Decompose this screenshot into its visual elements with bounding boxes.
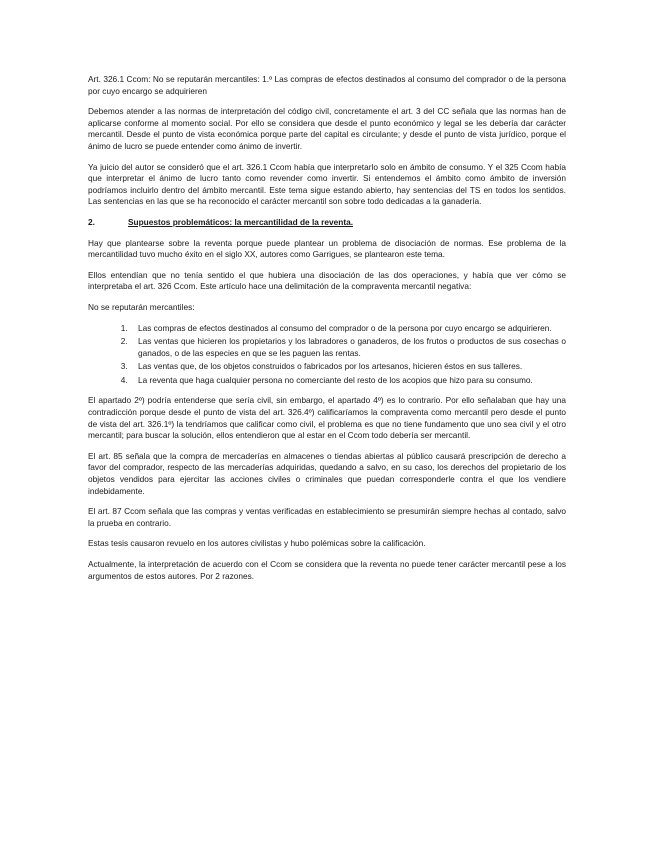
section-number: 2. [88,216,95,227]
paragraph-apartado: El apartado 2º) podría entenderse que sería civil, sin embargo, el apartado 4º) es lo contrario. Por ello señalaban que hay una contradicción porque desde el punto de vista del art. 326.4º) calificaríamos la compraventa como mercantil pero desde el punto de vista del art. 326.1º) la tendríamos que calificar como civil, el problema es que no tiene fundamento que uno sea civil y el otro mercantil; para buscar la solución, ellos entendieron que al estar en el Ccom todo debería ser mercantil. [88,395,566,441]
paragraph-art-85: El art. 85 señala que la compra de mercaderías en almacenes o tiendas abiertas al público causará prescripción de derecho a favor del comprador, respecto de las mercaderías adquiridas, quedando a salvo, en su caso, los derechos del propietario de los objetos vendidos para ejercitar las acciones civiles o criminales que puedan corresponderle contra el que los vendiere indebidamente. [88,450,566,496]
paragraph-tesis: Estas tesis causaron revuelo en los autores civilistas y hubo polémicas sobre la calificación. [88,538,426,549]
list-item: 4. La reventa que haga cualquier persona no comerciante del resto de los acopios que hizo para su consumo. [130,375,566,387]
paragraph-author-opinion: Ya juicio del autor se consideró que el art. 326.1 Ccom había que interpretarlo solo en ámbito de consumo. Y el 325 Ccom había que interpretar el ánimo de lucro tanto como revender como invertir. Si entendemos el ámbito como ámbito de inversión podríamos incluirlo dentro del ámbito mercantil. Este tema sigue estando abierto, hay sentencias del TS en todos los sentidos. Las sentencias en las que se ha reconocido el carácter mercantil son sobre todo dedicadas a la ganadería. [88,161,566,207]
list-item: 1. Las compras de efectos destinados al consumo del comprador o de la persona por cuyo encargo se adquirieren. [130,323,566,335]
paragraph-interpretation: Debemos atender a las normas de interpretación del código civil, concretamente el art. 3 del CC señala que las normas han de aplicarse conforme al momento social. Por ello se considera que desde el punto económico y legal se les debería dar carácter mercantil. Desde el punto de vista económica porque parte del capital es circulante; y desde el punto de vista jurídico, porque el ánimo de lucro se puede entender como ánimo de invertir. [88,106,566,151]
section-heading [88,217,566,229]
paragraph-art-326: Art. 326.1 Ccom: No se reputarán mercantiles: 1.º Las compras de efectos destinados al consumo del comprador o de la persona por cuyo encargo se adquirieren [88,74,566,96]
paragraph-no-mercantiles: No se reputarán mercantiles: [88,301,195,312]
document-page [88,74,566,591]
paragraph-actualmente: Actualmente, la interpretación de acuerdo con el Ccom se considera que la reventa no puede tener carácter mercantil pese a los argumentos de estos autores. Por 2 razones. [88,559,566,581]
paragraph-art-87: El art. 87 Ccom señala que las compras y ventas verificadas en establecimiento se presumirán siempre hechas al contado, salvo la prueba en contrario. [88,506,566,528]
paragraph-reventa: Hay que plantearse sobre la reventa porque puede plantear un problema de disociación de normas. Ese problema de la mercantilidad tuvo mucho éxito en el siglo XX, autores como Garrigues, se plantearon este tema. [88,237,566,260]
section-title: Supuestos problemáticos: la mercantilidad de la reventa. [128,216,354,227]
numbered-list [88,323,566,387]
list-item: 3. Las ventas que, de los objetos construidos o fabricados por los artesanos, hicieren éstos en sus talleres. [130,361,566,373]
paragraph-disociacion: Ellos entendían que no tenía sentido el que hubiera una disociación de las dos operaciones, y había que ver cómo se interpretaba el art. 326 Ccom. Este artículo hace una delimitación de la compraventa mercantil negativa: [88,269,566,292]
list-item: 2. Las ventas que hicieren los propietarios y los labradores o ganaderos, de los frutos o productos de sus cosechas o ganados, o de las especies en que se les paguen las rentas. [130,336,566,359]
